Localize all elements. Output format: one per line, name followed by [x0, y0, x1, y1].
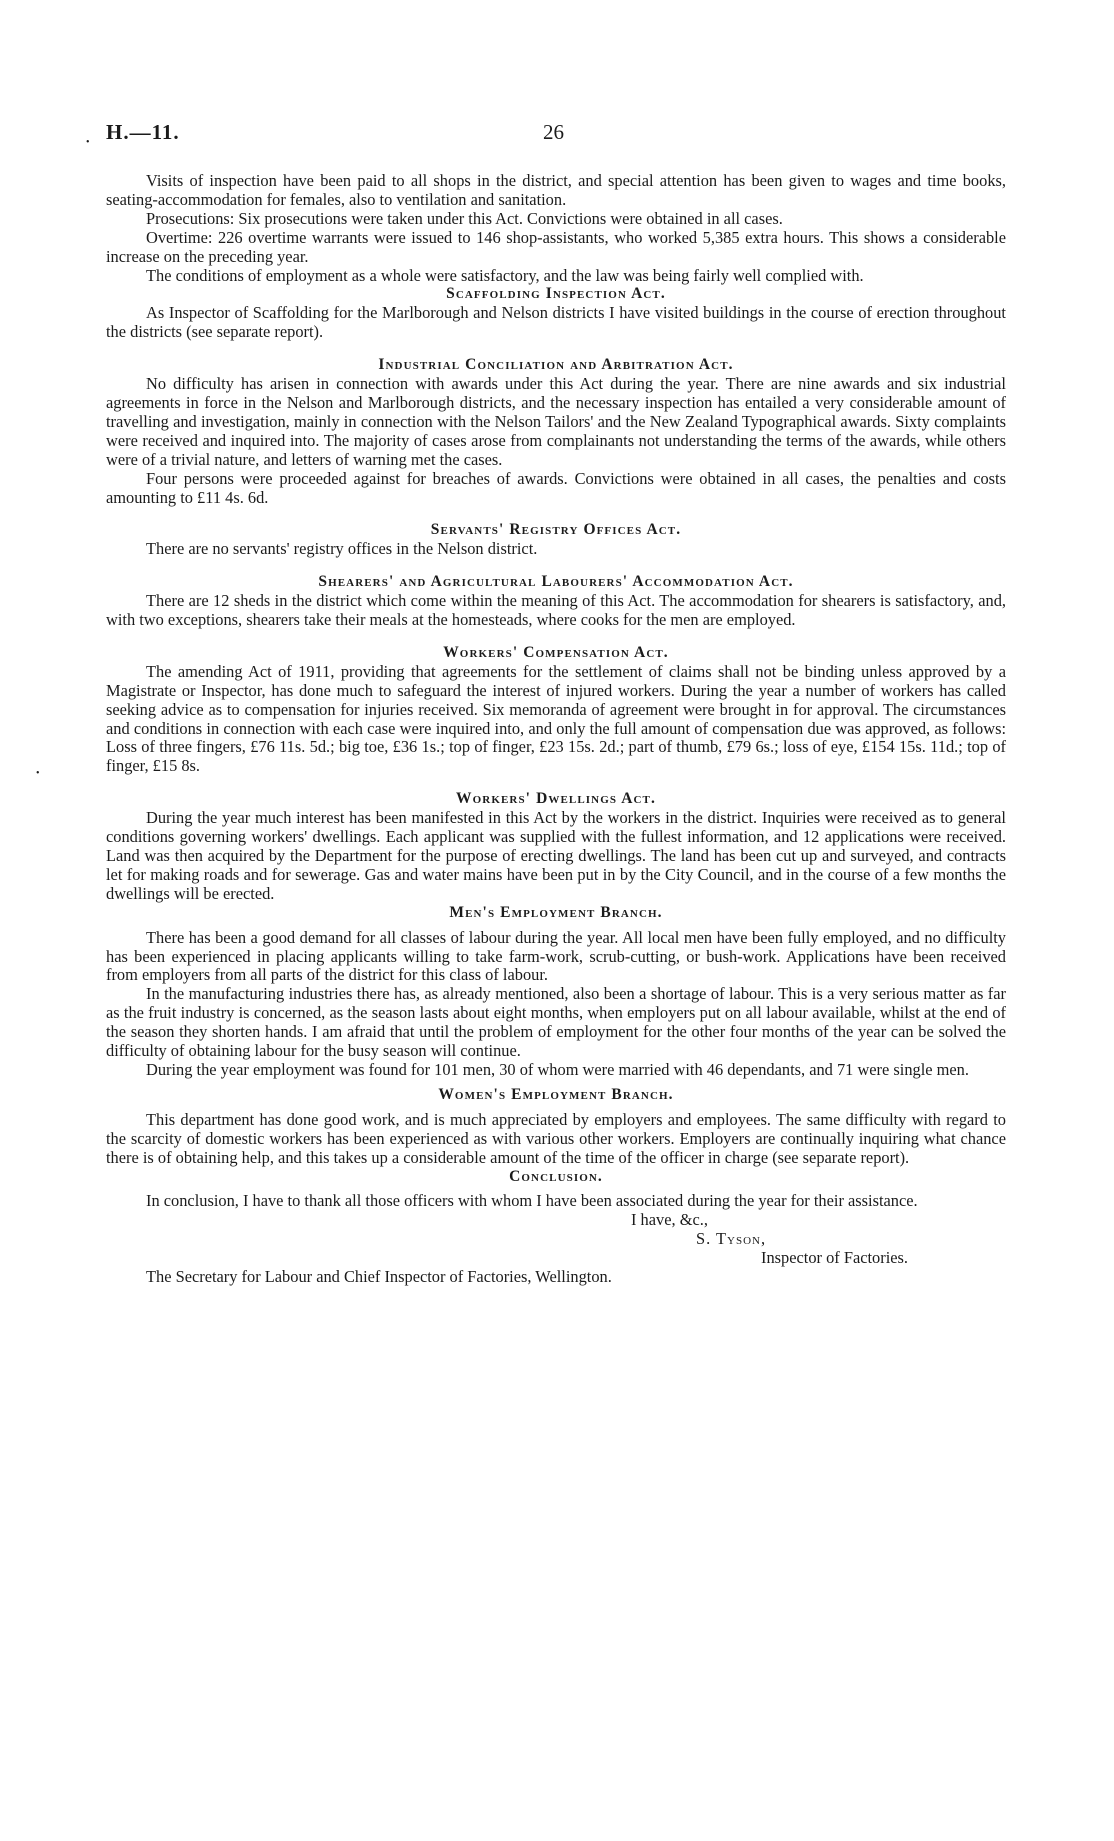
section-heading-conclusion: Conclusion.	[509, 1167, 603, 1185]
signature-valediction: I have, &c.,	[631, 1210, 708, 1230]
shops-paragraph-overtime: Overtime: 226 overtime warrants were issued to 146 shop-assistants, who worked 5,385 extra hours. This shows a considerable increase on the preceding year.	[106, 227, 1006, 266]
womens-paragraph: This department has done good work, and is much appreciated by employers and employees. The same difficulty with regard to the scarcity of domestic workers has been experienced as with various other workers. Employers are continually inquiring what chance there is of obtaining help, and this takes up a considerable amount of the time of the officer in charge (see separate report).	[106, 1109, 1006, 1167]
shops-paragraph-prosecutions: Prosecutions: Six prosecutions were taken under this Act. Convictions were obtained in all cases.	[146, 208, 783, 228]
mens-paragraph-demand: There has been a good demand for all classes of labour during the year. All local men have been fully employed, and no difficulty has been experienced in placing applicants willing to take farm-work, scrub-cutting, or bush-work. Applications have been received from employers from all parts of the district for this class of labour.	[106, 927, 1006, 985]
dwellings-paragraph: During the year much interest has been manifested in this Act by the workers in the district. Inquiries were received as to general conditions governing workers' dwellings. Each applicant was supplied with the fullest information, and 12 applications were received. Land was then acquired by the Department for the purpose of erecting dwellings. The land has been cut up and surveyed, and contracts let for making roads and for sewerage. Gas and water mains have been put in by the City Council, and in the course of a few months the dwellings will be erected.	[106, 808, 1006, 903]
industrial-paragraph-awards: No difficulty has arisen in connection with awards under this Act during the year. There are nine awards and six industrial agreements in force in the Nelson and Marlborough districts, and the necessary inspection has entailed a very considerable amount of travelling and investigation, mainly in connection with the Nelson Tailors' and the New Zealand Typographical awards. Sixty complaints were received and inquired into. The majority of cases arose from complainants not understanding the terms of the awards, while others were of a trivial nature, and letters of warning met the cases.	[106, 374, 1006, 469]
shops-paragraph-visits: Visits of inspection have been paid to all shops in the district, and special attention has been given to wages and time books, seating-accommodation for females, also to ventilation and sanitation.	[106, 171, 1006, 209]
compensation-paragraph: The amending Act of 1911, providing that agreements for the settlement of claims shall not be binding unless approved by a Magistrate or Inspector, has done much to safeguard the interest of injured workers. During the year a number of workers has called seeking advice as to compensation for injuries received. Six memoranda of agreement were brought in for approval. The circumstances and conditions in connection with each case were inquired into, and only the full amount of compensation due was approved, as follows: Loss of three fingers, £76 11s. 5d.; big toe, £36 1s.; top of finger, £23 15s. 2d.; part of thumb, £79 6s.; loss of eye, £154 15s. 11d.; top of finger, £15 8s.	[106, 661, 1006, 776]
section-heading-womens-employment: Women's Employment Branch.	[438, 1085, 674, 1103]
closing-addressee: The Secretary for Labour and Chief Inspector of Factories, Wellington.	[146, 1267, 612, 1287]
industrial-paragraph-breaches: Four persons were proceeded against for breaches of awards. Convictions were obtained in all cases, the penalties and costs amounting to £11 4s. 6d.	[106, 468, 1006, 507]
shearers-paragraph: There are 12 sheds in the district which come within the meaning of this Act. The accommodation for shearers is satisfactory, and, with two exceptions, shearers take their meals at the homesteads, where cooks for the men are employed.	[106, 591, 1006, 630]
body-text	[106, 172, 1006, 1287]
servants-paragraph: There are no servants' registry offices in the Nelson district.	[146, 539, 538, 559]
signature-name: S. Tyson,	[696, 1229, 767, 1249]
section-heading-shearers: Shearers' and Agricultural Labourers' Accommodation Act.	[318, 573, 794, 591]
mens-paragraph-placements: During the year employment was found for 101 men, 30 of whom were married with 46 dependants, and 71 were single men.	[146, 1059, 969, 1079]
section-heading-scaffolding: Scaffolding Inspection Act.	[446, 285, 666, 303]
margin-dot: •	[36, 768, 40, 779]
section-heading-compensation: Workers' Compensation Act.	[443, 643, 669, 661]
page-number: 26	[543, 120, 564, 144]
conclusion-paragraph: In conclusion, I have to thank all those officers with whom I have been associated during the year for their assistance.	[146, 1191, 918, 1211]
section-heading-mens-employment: Men's Employment Branch.	[449, 903, 663, 921]
shops-paragraph-conditions: The conditions of employment as a whole were satisfactory, and the law was being fairly well complied with.	[146, 265, 864, 285]
section-heading-dwellings: Workers' Dwellings Act.	[456, 790, 656, 808]
section-heading-servants: Servants' Registry Offices Act.	[430, 521, 682, 539]
scaffolding-paragraph: As Inspector of Scaffolding for the Marlborough and Nelson districts I have visited buildings in the course of erection throughout the districts (see separate report).	[106, 303, 1006, 342]
margin-dot: •	[86, 137, 90, 148]
signature-title: Inspector of Factories.	[761, 1248, 909, 1268]
document-code: H.—11.	[106, 120, 180, 144]
mens-paragraph-manufacturing: In the manufacturing industries there has, as already mentioned, also been a shortage of labour. This is a very serious matter as far as the fruit industry is concerned, as the season lasts about eight months, when employers put on all labour available, whilst at the end of the season they shorten hands. I am afraid that until the problem of employment for the other four months of the year can be solved the difficulty of obtaining labour for the busy season will continue.	[106, 984, 1006, 1061]
section-heading-industrial: Industrial Conciliation and Arbitration Act.	[378, 356, 734, 374]
